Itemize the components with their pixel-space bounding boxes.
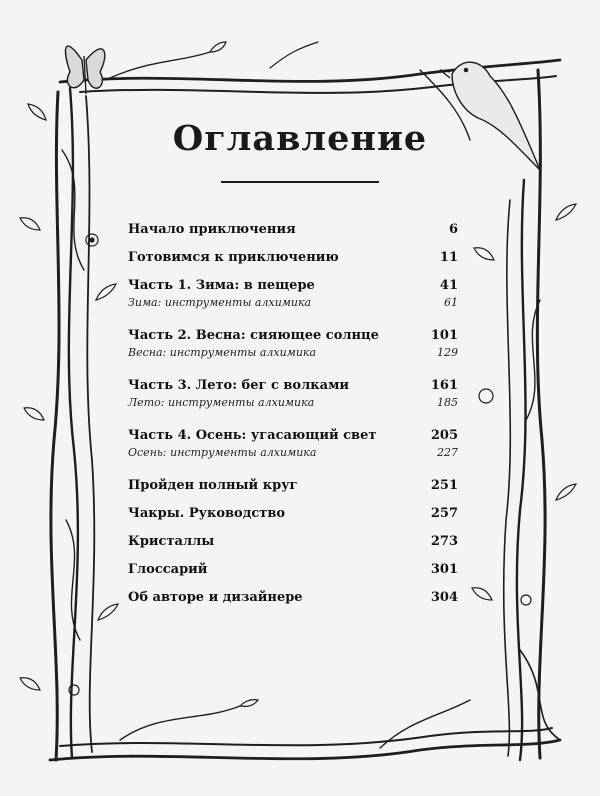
toc-entry-page: 301 bbox=[430, 562, 458, 577]
toc-entry-page: 41 bbox=[439, 278, 458, 293]
toc-entry[interactable] bbox=[128, 328, 458, 346]
toc-entry-title: Зима: инструменты алхимика bbox=[128, 296, 312, 309]
toc-entry[interactable] bbox=[128, 428, 458, 446]
toc-entry-title: Об авторе и дизайнере bbox=[128, 590, 303, 605]
toc-entry-page: 101 bbox=[430, 328, 458, 343]
toc-entry-title: Кристаллы bbox=[128, 534, 215, 549]
toc-entry[interactable] bbox=[128, 278, 458, 296]
butterfly-icon bbox=[66, 46, 105, 94]
toc-entry-title: Весна: инструменты алхимика bbox=[128, 346, 317, 359]
toc-entry-title: Пройден полный круг bbox=[128, 478, 298, 493]
toc-entry-page: 273 bbox=[430, 534, 458, 549]
toc-entry[interactable] bbox=[128, 378, 458, 396]
toc-entry[interactable] bbox=[128, 478, 458, 496]
toc-entry-page: 11 bbox=[439, 250, 458, 265]
toc-subentry[interactable] bbox=[128, 396, 458, 414]
toc-entry[interactable] bbox=[128, 222, 458, 240]
page-title: Оглавление bbox=[172, 118, 428, 159]
toc-entry-title: Осень: инструменты алхимика bbox=[128, 446, 317, 459]
toc-entry-page: 227 bbox=[437, 446, 458, 459]
toc-entry-page: 61 bbox=[444, 296, 458, 309]
toc-entry-title: Лето: инструменты алхимика bbox=[128, 396, 315, 409]
toc-entry-page: 185 bbox=[437, 396, 458, 409]
toc-entry-page: 205 bbox=[430, 428, 458, 443]
toc-entry-title: Чакры. Руководство bbox=[128, 506, 286, 521]
toc-entry[interactable] bbox=[128, 562, 458, 580]
toc-entry-page: 161 bbox=[430, 378, 458, 393]
toc-entry-title: Готовимся к приключению bbox=[128, 250, 339, 265]
toc-entry-title: Глоссарий bbox=[128, 562, 208, 577]
toc-entry[interactable] bbox=[128, 250, 458, 268]
toc-subentry[interactable] bbox=[128, 346, 458, 364]
toc-entry-title: Начало приключения bbox=[128, 222, 296, 237]
toc-entry-title: Часть 1. Зима: в пещере bbox=[128, 278, 315, 293]
toc-entry[interactable] bbox=[128, 590, 458, 608]
title-divider bbox=[221, 181, 379, 183]
toc-entry-page: 304 bbox=[430, 590, 458, 605]
toc-subentry[interactable] bbox=[128, 296, 458, 314]
toc-entry-page: 129 bbox=[437, 346, 458, 359]
toc-entry-page: 257 bbox=[430, 506, 458, 521]
toc-entry[interactable] bbox=[128, 534, 458, 552]
toc-subentry[interactable] bbox=[128, 446, 458, 464]
toc-entry-title: Часть 2. Весна: сияющее солнце bbox=[128, 328, 379, 343]
toc-entry-page: 251 bbox=[430, 478, 458, 493]
toc-entry-title: Часть 4. Осень: угасающий свет bbox=[128, 428, 377, 443]
toc-entry-page: 6 bbox=[448, 222, 458, 237]
toc-entry-title: Часть 3. Лето: бег с волками bbox=[128, 378, 350, 393]
toc-entry[interactable] bbox=[128, 506, 458, 524]
